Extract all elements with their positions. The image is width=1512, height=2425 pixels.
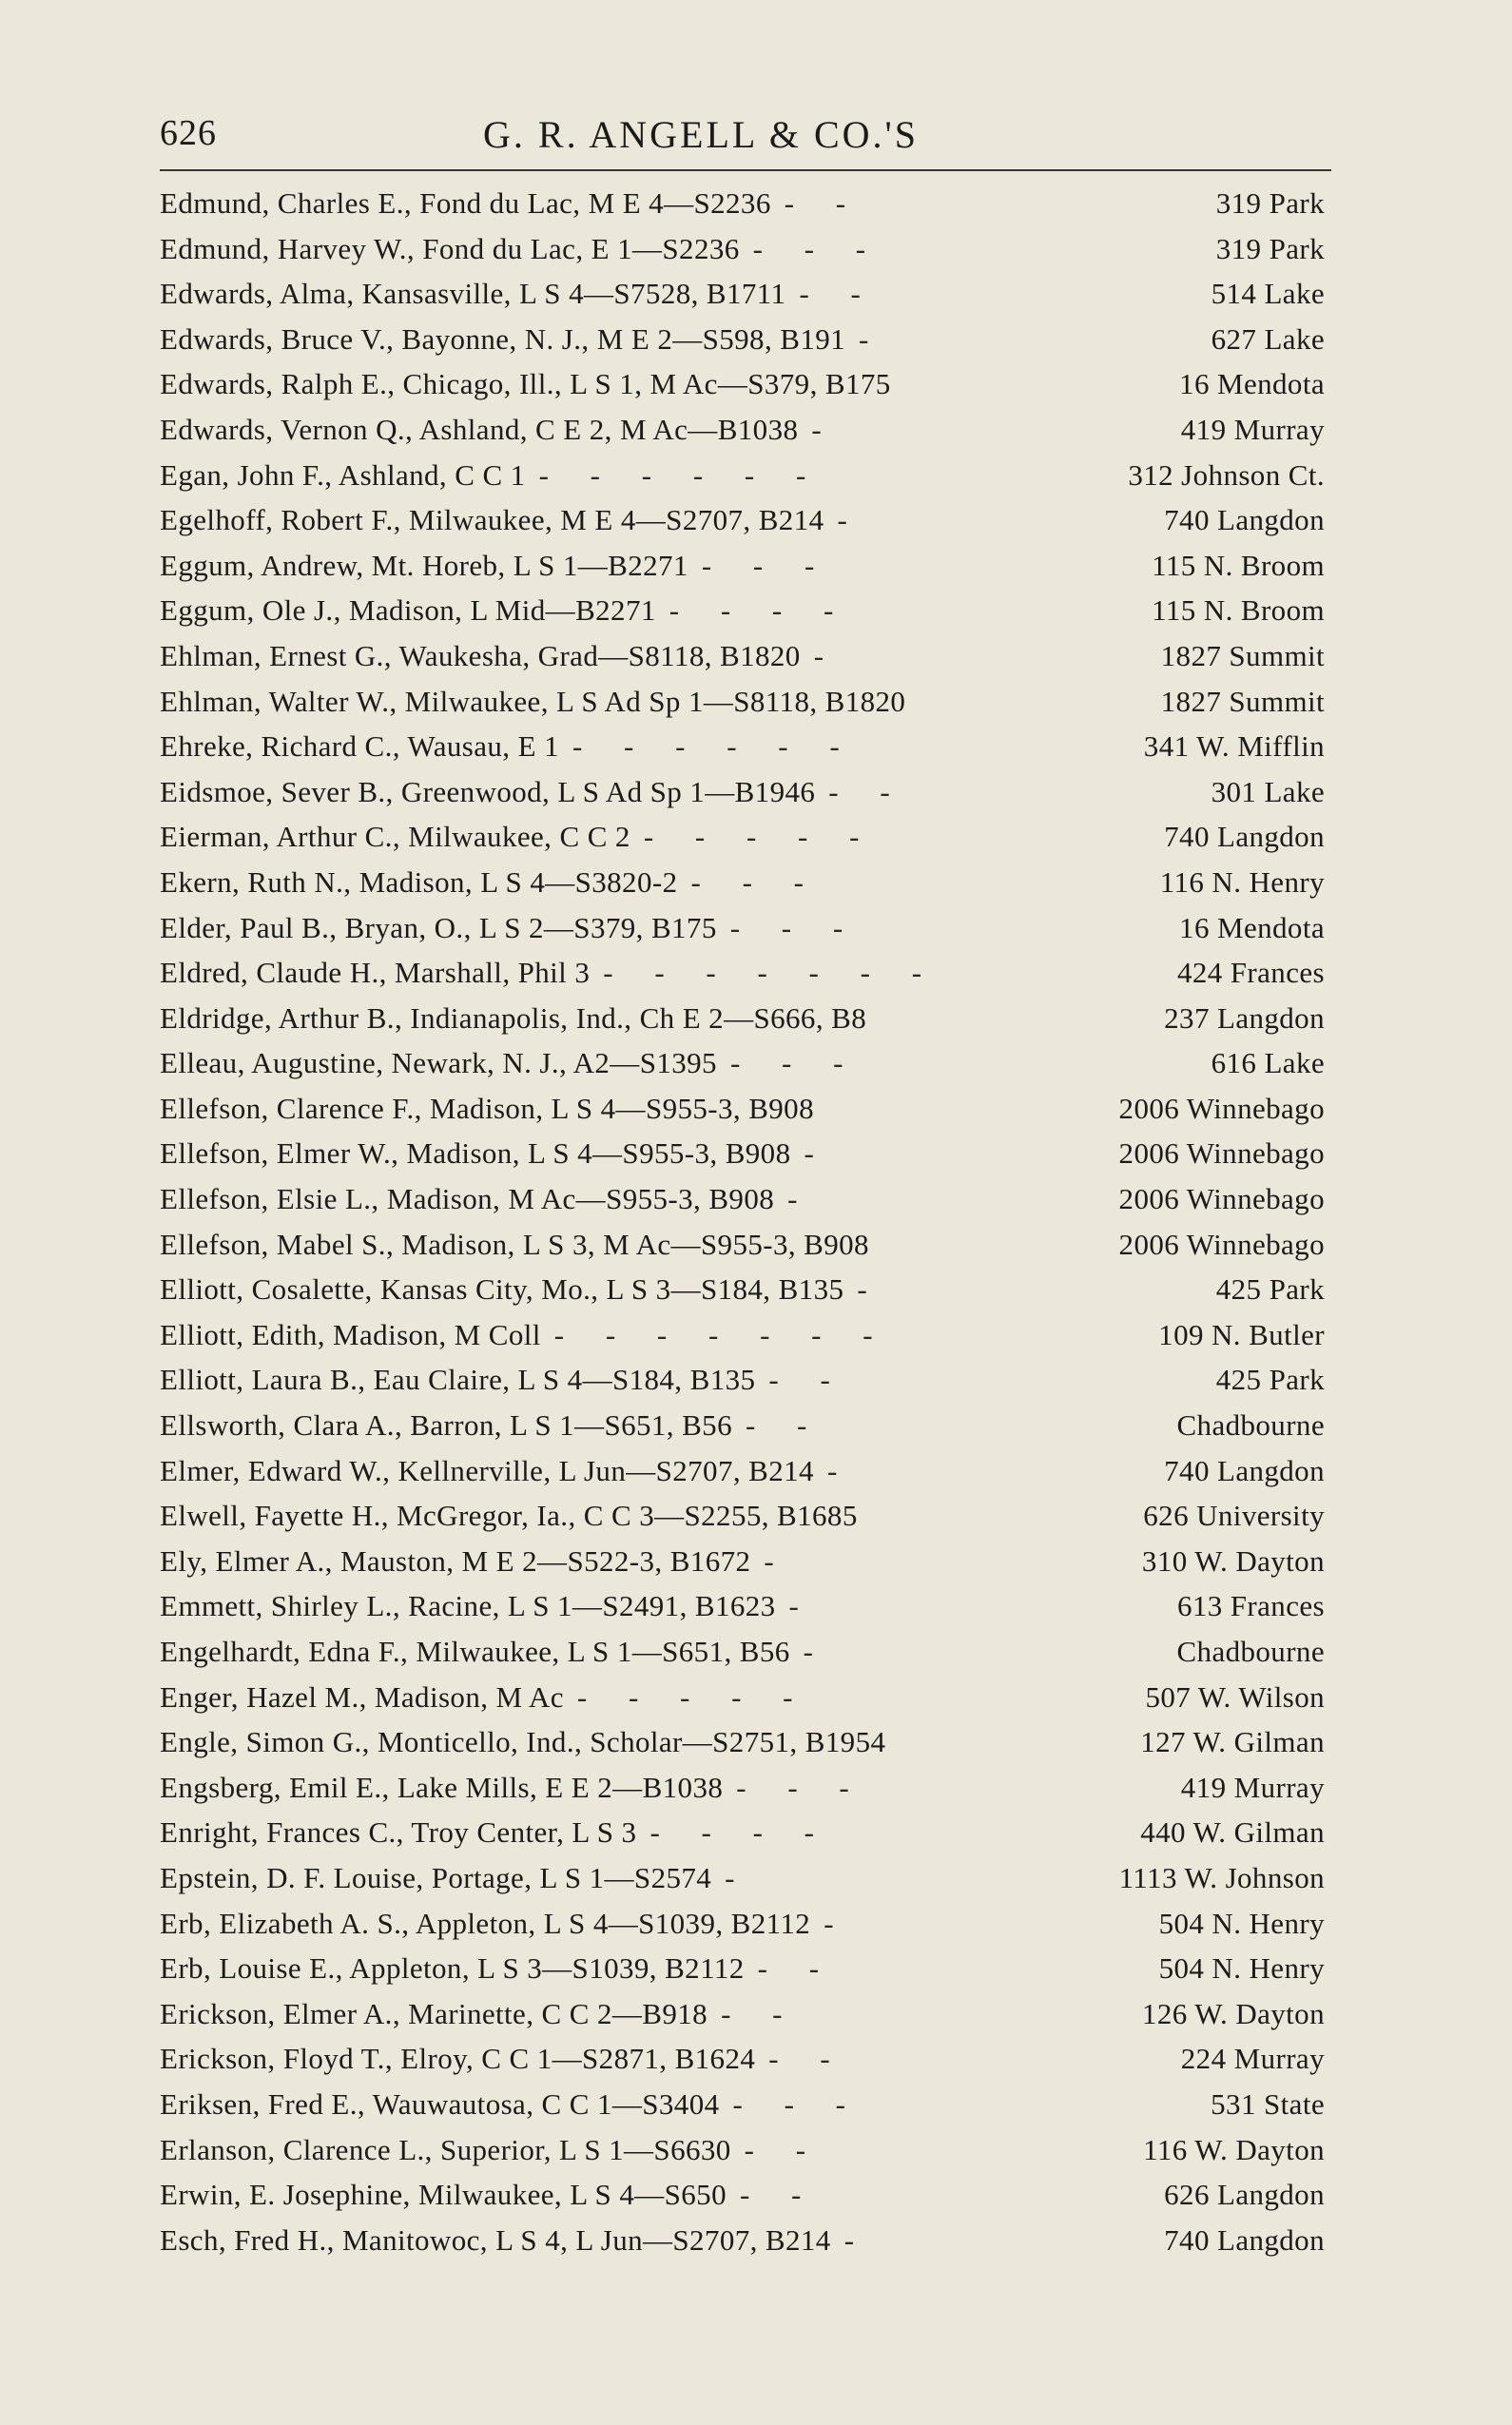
entry-address: 1113 W. Johnson [1118,1860,1325,1894]
directory-entry [160,911,1325,957]
entry-text: Edwards, Bruce V., Bayonne, N. J., M E 2—S598, B191 [160,321,846,356]
directory-entry [160,1861,1325,1907]
entry-text: Ely, Elmer A., Mauston, M E 2—S522-3, B1672 [160,1543,751,1578]
entry-text: Ellefson, Elsie L., Madison, M Ac—S955-3, B908 [160,1182,775,1216]
dot-leader: - [813,638,842,672]
entry-text: Ehlman, Walter W., Milwaukee, L S Ad Sp 1—S8118, B1820 [160,684,906,718]
directory-entry [160,549,1325,594]
entry-text: Egan, John F., Ashland, C C 1 [160,457,526,492]
entry-text: Engle, Simon G., Monticello, Ind., Scholar—S2751, B1954 [160,1725,886,1759]
entry-address: 310 W. Dayton [1141,1543,1325,1578]
dot-leader: - - [768,1363,847,1397]
entry-text: Erb, Elizabeth A. S., Appleton, L S 4—S1039, B2112 [160,1906,811,1940]
directory-entry [160,503,1325,549]
entry-address: 127 W. Gilman [1140,1725,1325,1759]
entry-address: 514 Lake [1211,277,1325,311]
dot-leader: - - [799,277,878,311]
entry-address: 424 Frances [1176,956,1325,990]
directory-entry [160,232,1325,278]
directory-entries [160,186,1325,2268]
dot-leader: - - - - - [643,820,877,854]
entry-text: Esch, Fred H., Manitowoc, L S 4, L Jun—S2707, B214 [160,2222,831,2257]
dot-leader: - - - - - - - [603,956,940,990]
directory-entry [160,1001,1325,1047]
entry-text: Eldridge, Arthur B., Indianapolis, Ind., Ch E 2—S666, B8 [160,1000,867,1035]
entry-text: Edmund, Charles E., Fond du Lac, M E 4—S2236 [160,186,771,220]
entry-text: Elleau, Augustine, Newark, N. J., A2—S1395 [160,1046,717,1080]
entry-address: 224 Murray [1180,2042,1325,2076]
directory-entry [160,322,1325,368]
entry-text: Engsberg, Emil E., Lake Mills, E E 2—B1038 [160,1770,724,1804]
directory-entry [160,186,1325,232]
entry-text: Emmett, Shirley L., Racine, L S 1—S2491, B1623 [160,1589,776,1623]
entry-text: Erickson, Elmer A., Marinette, C C 2—B918 [160,1996,708,2030]
page-number: 626 [160,113,217,153]
entry-address: 1827 Summit [1160,684,1325,718]
directory-entry [160,865,1325,911]
directory-entry [160,1815,1325,1861]
entry-address: 2006 Winnebago [1118,1136,1325,1171]
directory-entry [160,593,1325,639]
entry-text: Ehlman, Ernest G., Waukesha, Grad—S8118, B1820 [160,638,801,672]
entry-address: 613 Frances [1176,1589,1325,1623]
directory-entry [160,775,1325,821]
dot-leader: - - - [701,548,832,582]
entry-address: 626 Langdon [1164,2178,1325,2212]
entry-text: Edwards, Vernon Q., Ashland, C E 2, M Ac—B1038 [160,412,799,446]
dot-leader: - - [744,2132,824,2166]
entry-text: Elmer, Edward W., Kellnerville, L Jun—S2707, B214 [160,1453,814,1487]
dot-leader: - - - - - - - [553,1317,890,1351]
directory-entry [160,1725,1325,1771]
dot-leader: - - [768,2042,847,2076]
entry-text: Elliott, Edith, Madison, M Coll [160,1317,541,1351]
entry-address: 2006 Winnebago [1118,1227,1325,1261]
directory-entry [160,1499,1325,1544]
entry-address: 616 Lake [1211,1046,1325,1080]
page-header [160,112,1329,160]
entry-address: 740 Langdon [1164,503,1325,537]
dot-leader: - [837,503,864,537]
entry-text: Epstein, D. F. Louise, Portage, L S 1—S2574 [160,1860,712,1894]
entry-text: Ehreke, Richard C., Wausau, E 1 [160,729,559,764]
entry-text: Edwards, Alma, Kansasville, L S 4—S7528, B1711 [160,277,786,311]
entry-text: Erwin, E. Josephine, Milwaukee, L S 4—S650 [160,2178,727,2212]
directory-entry [160,1680,1325,1726]
running-head-title: G. R. ANGELL & CO.'S [483,113,919,156]
entry-address: 626 University [1143,1499,1325,1533]
directory-entry [160,1318,1325,1364]
dot-leader: - - [757,1951,837,1986]
header-rule [160,169,1331,171]
directory-entry [160,1589,1325,1635]
directory-entry [160,2223,1325,2269]
entry-address: 109 N. Butler [1158,1317,1325,1351]
directory-entry [160,1272,1325,1318]
entry-address: Chadbourne [1176,1408,1325,1443]
entry-text: Ellefson, Elmer W., Madison, L S 4—S955-3, B908 [160,1136,791,1171]
directory-entry [160,685,1325,730]
dot-leader: - - - [729,1046,861,1080]
entry-address: 116 W. Dayton [1143,2132,1325,2166]
dot-leader: - - - - - [576,1679,810,1714]
entry-address: 115 N. Broom [1152,593,1325,628]
dot-leader: - [811,412,839,446]
entry-text: Engelhardt, Edna F., Milwaukee, L S 1—S651, B56 [160,1635,790,1668]
entry-address: 116 N. Henry [1159,864,1325,899]
entry-text: Egelhoff, Robert F., Milwaukee, M E 4—S2707, B214 [160,503,824,537]
directory-entry [160,1951,1325,1997]
directory-entry [160,1635,1325,1680]
directory-entry [160,1544,1325,1590]
entry-address: 740 Langdon [1164,1453,1325,1487]
dot-leader: - - - - [649,1815,831,1850]
dot-leader: - - - [752,231,883,265]
entry-address: 504 N. Henry [1158,1906,1325,1940]
entry-text: Ekern, Ruth N., Madison, L S 4—S3820-2 [160,864,678,899]
entry-address: 627 Lake [1211,321,1325,356]
directory-entry [160,956,1325,1001]
directory-entry [160,277,1325,322]
dot-leader: - [764,1543,791,1578]
dot-leader: - - [745,1408,824,1443]
directory-entry [160,1228,1325,1273]
dot-leader: - [824,1906,851,1940]
entry-text: Eggum, Ole J., Madison, L Mid—B2271 [160,593,656,628]
entry-address: 425 Park [1215,1363,1325,1397]
entry-address: 419 Murray [1180,1770,1325,1804]
entry-address: 2006 Winnebago [1118,1091,1325,1125]
directory-entry [160,413,1325,458]
directory-entry [160,1408,1325,1454]
dot-leader: - [804,1136,831,1171]
entry-text: Ellefson, Mabel S., Madison, L S 3, M Ac—S955-3, B908 [160,1227,869,1261]
entry-address: 16 Mendota [1179,367,1325,401]
entry-address: 16 Mendota [1179,910,1325,944]
entry-address: 237 Langdon [1164,1000,1325,1035]
entry-address: Chadbourne [1176,1635,1325,1668]
directory-entry [160,1454,1325,1500]
dot-leader: - - [828,774,907,808]
directory-entry [160,1363,1325,1408]
directory-entry [160,1182,1325,1228]
dot-leader: - [788,1589,816,1623]
entry-address: 312 Johnson Ct. [1128,457,1325,492]
dot-leader: - - - - - - [538,457,824,492]
dot-leader: - [725,1860,752,1894]
entry-text: Ellefson, Clarence F., Madison, L S 4—S955-3, B908 [160,1091,814,1125]
entry-text: Elwell, Fayette H., McGregor, Ia., C C 3—S2255, B1685 [160,1499,858,1533]
entry-text: Eldred, Claude H., Marshall, Phil 3 [160,956,591,990]
entry-address: 1827 Summit [1160,638,1325,672]
dot-leader: - - - - [669,593,851,628]
directory-entry [160,1771,1325,1816]
dot-leader: - [787,1182,815,1216]
dot-leader: - - - [729,910,861,944]
entry-text: Edwards, Ralph E., Chicago, Ill., L S 1, M Ac—S379, B175 [160,367,891,401]
entry-text: Elliott, Cosalette, Kansas City, Mo., L S 3—S184, B135 [160,1272,844,1307]
entry-address: 507 W. Wilson [1145,1679,1325,1714]
entry-text: Elliott, Laura B., Eau Claire, L S 4—S184, B135 [160,1363,756,1397]
entry-address: 115 N. Broom [1152,548,1325,582]
dot-leader: - - [739,2178,819,2212]
entry-text: Elder, Paul B., Bryan, O., L S 2—S379, B175 [160,910,717,944]
entry-text: Erlanson, Clarence L., Superior, L S 1—S6630 [160,2132,731,2166]
entry-address: 504 N. Henry [1158,1951,1325,1986]
directory-entry [160,458,1325,504]
directory-entry [160,2133,1325,2179]
entry-text: Erb, Louise E., Appleton, L S 3—S1039, B2112 [160,1951,745,1986]
directory-entry [160,639,1325,685]
entry-address: 740 Langdon [1164,2222,1325,2257]
dot-leader: - [859,321,886,356]
entry-address: 341 W. Mifflin [1143,729,1325,764]
directory-entry [160,820,1325,865]
entry-text: Eidsmoe, Sever B., Greenwood, L S Ad Sp 1—B1946 [160,774,816,808]
entry-text: Erickson, Floyd T., Elroy, C C 1—S2871, B1624 [160,2042,756,2076]
entry-address: 425 Park [1215,1272,1325,1307]
dot-leader: - [826,1453,855,1487]
dot-leader: - - - - - - [572,729,857,764]
directory-entry [160,2178,1325,2223]
dot-leader: - - [721,1996,800,2030]
entry-address: 419 Murray [1180,412,1325,446]
entry-text: Eierman, Arthur C., Milwaukee, C C 2 [160,820,630,854]
entry-address: 126 W. Dayton [1141,1996,1325,2030]
dot-leader: - [843,2222,872,2257]
entry-address: 319 Park [1215,186,1325,220]
dot-leader: - - - [732,2086,863,2121]
directory-entry [160,2042,1325,2087]
directory-entry [160,1046,1325,1092]
directory-entry [160,1907,1325,1952]
entry-address: 2006 Winnebago [1118,1182,1325,1216]
dot-leader: - [857,1272,884,1307]
entry-text: Enger, Hazel M., Madison, M Ac [160,1679,564,1714]
directory-entry [160,729,1325,775]
entry-address: 301 Lake [1211,774,1325,808]
entry-text: Enright, Frances C., Troy Center, L S 3 [160,1815,637,1850]
entry-address: 531 State [1211,2086,1325,2121]
entry-text: Edmund, Harvey W., Fond du Lac, E 1—S2236 [160,231,740,265]
directory-entry [160,1136,1325,1182]
dot-leader: - - [784,186,863,220]
dot-leader: - - - [736,1770,866,1804]
directory-entry [160,1092,1325,1137]
directory-entry [160,1997,1325,2043]
directory-entry [160,2087,1325,2133]
entry-address: 740 Langdon [1164,820,1325,854]
entry-address: 319 Park [1215,231,1325,265]
entry-text: Ellsworth, Clara A., Barron, L S 1—S651, B56 [160,1408,732,1443]
entry-text: Eggum, Andrew, Mt. Horeb, L S 1—B2271 [160,548,688,582]
dot-leader: - - - [690,864,821,899]
dot-leader: - [803,1635,830,1668]
directory-entry [160,367,1325,413]
entry-text: Eriksen, Fred E., Wauwautosa, C C 1—S3404 [160,2086,720,2121]
entry-address: 440 W. Gilman [1140,1815,1325,1850]
